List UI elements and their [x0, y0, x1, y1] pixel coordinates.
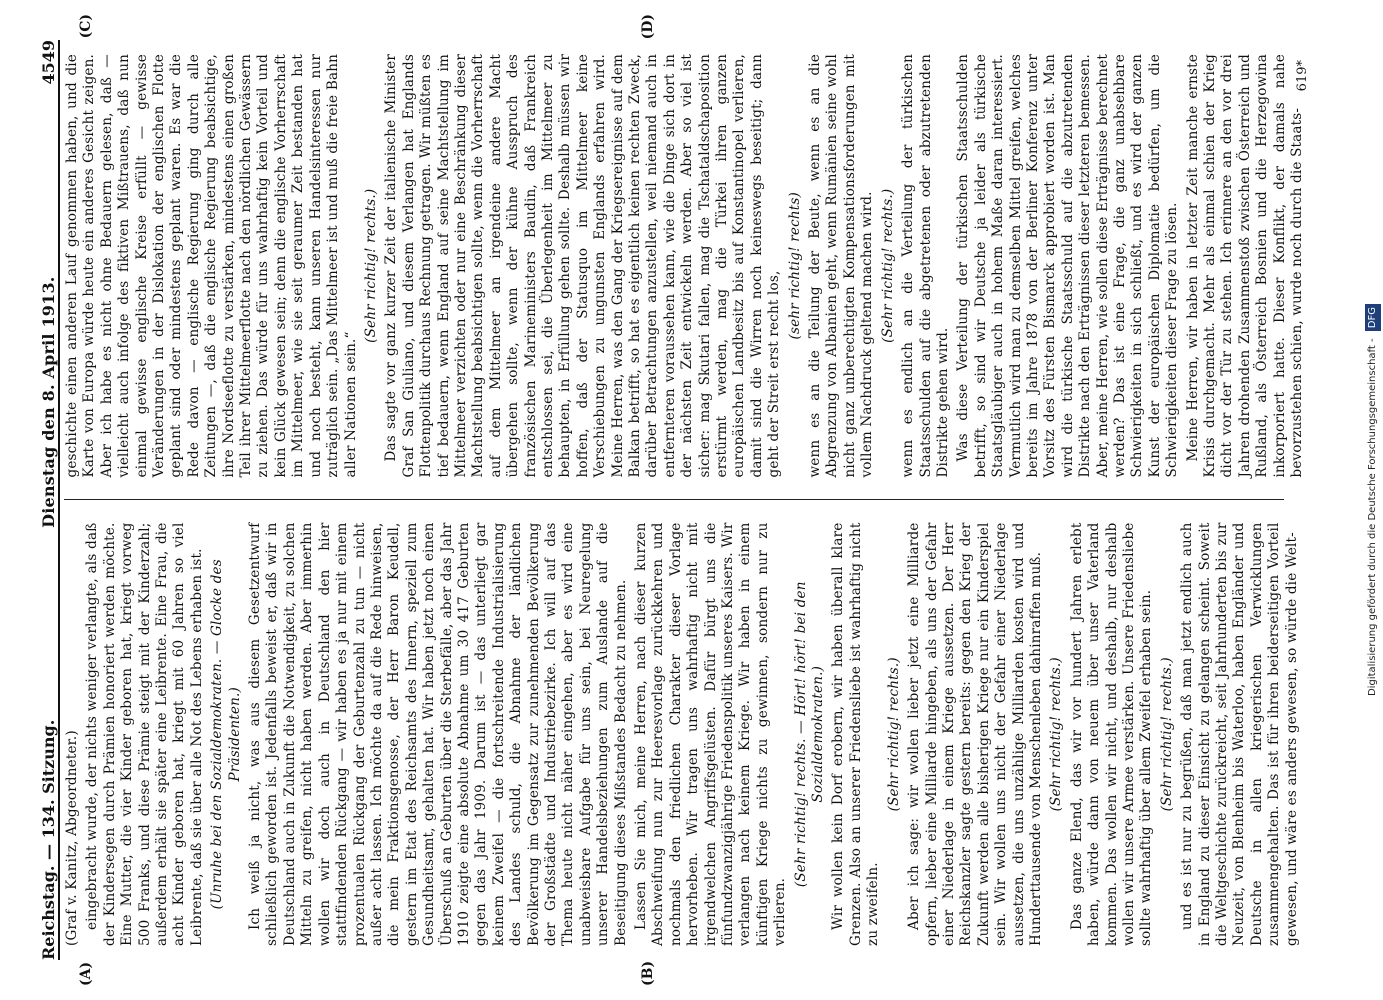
- interjection: (Sehr richtig! rechts.): [1158, 657, 1175, 812]
- digitization-note: [1365, 30, 1381, 970]
- footer-signature: 619*: [1295, 60, 1310, 92]
- interjection: (Sehr richtig! rechts. — Hört! hört! bei den Sozialdemokraten.): [792, 581, 827, 888]
- page-header: [24, 40, 60, 960]
- interjection: (Sehr richtig! rechts.): [885, 657, 902, 812]
- margin-mark-b: (B): [640, 960, 656, 986]
- digitization-text: Digitalisierung gefördert durch die Deutsche Forschungsgemeinschaft -: [1367, 338, 1378, 697]
- paragraph: Was diese Verteilung der türkischen Staatsschulden betrifft, so sind wir Deutsche ja leider als türkische Staatsgläubiger auch in hohem Maße daran interessiert. Vermutlich wird man zu demselben Mittel greifen, welches bereits im Jahre 1878 von der Berliner Konferenz unter Vorsitz des Fürsten Bismarck approbiert worden ist. Man wird die türkische Staatsschuld auf die abzutretenden Distrikte nach den Erträgnissen dieser letzteren bemessen. Aber, meine Herren, wie sollen diese Erträgnisse berechnet werden? Das ist eine Frage, die ganz unabsehbare Schwierigkeiten in sich schließt, und es wird der ganzen Kunst der europäischen Diplomatie bedürfen, um die Schwierigkeiten dieser Frage zu lösen.: [955, 54, 1181, 478]
- left-column: [64, 522, 1300, 947]
- paragraph: Wir wollen kein Dorf erobern, wir haben überall klare Grenzen. Also an unserer Friedensliebe ist wahrhaftig nicht zu zweifeln.: [830, 522, 882, 946]
- column-divider: [64, 500, 1284, 501]
- page-number: 4549: [39, 40, 58, 85]
- margin-mark-d: (D): [640, 14, 656, 40]
- header-left: Reichstag. — 134. Sitzung.: [39, 719, 58, 960]
- paragraph: Meine Herren, wir haben in letzter Zeit manche ernste Krisis durchgemacht. Mehr als einmal schien der Krieg dicht vor der Tür zu stehen. Ich erinnere an den vor drei Jahren drohenden Zusammenstoß zwischen Österreich und Rußland, als Österreich Bosnien und die Herzegowina inkorporiert hatte. Dieser Konflikt, der damals nahe bevorzustehen schien, wurde noch durch die Staats-: [1184, 54, 1306, 478]
- paragraph: Lassen Sie mich, meine Herren, nach dieser kurzen Abschweifung nun zur Heeresvorlage zurückkehren und nochmals den friedlichen Charakter dieser Vorlage hervorheben. Wir tragen uns wahrhaftig nicht mit irgendwelchen Angriffsgelüsten. Dafür bürgt uns die fünfundzwanzigjährige Friedenspolitik unseres Kaisers. Wir verlangen nach keinem Kriege. Wir haben in einem künftigen Kriege nichts zu gewinnen, sondern nur zu verlieren.: [633, 522, 789, 946]
- paragraph: geschichte einen anderen Lauf genommen haben, und die Karte von Europa würde heute ein anderes Gesicht zeigen. Aber ich habe es nicht ohne Bedauern gelesen, daß — vielleicht auch infolge des fiktiven Mißtrauens, daß nun einmal gewisse englische Kreise erfüllt — gewisse Veränderungen in der Dislokation der englischen Flotte geplant sind oder mindestens geplant waren. Es war die Rede davon — englische Regierung ging durch alle Zeitungen —, daß die englische Regierung beabsichtige, ihre Nordseeflotte zu verstärken, mindestens einen großen Teil ihrer Mittelmeerflotte nach den nördlichen Gewässern zu ziehen. Das würde für uns wahrhaftig kein Vorteil und kein Glück gewesen sein; denn die englische Vorherrschaft im Mittelmeer, wie sie seit geraumer Zeit bestanden hat und noch besteht, kann unseren Handelsinteressen nur zuträglich sein. „Das Mittelmeer ist und muß die freie Bahn aller Nationen sein.“: [64, 54, 359, 478]
- margin-mark-c: (C): [78, 14, 94, 39]
- header-date: Dienstag den 8. April 1913.: [39, 276, 58, 528]
- paragraph: (Graf v. Kanitz, Abgeordneter.): [64, 730, 80, 946]
- margin-mark-a: (A): [78, 961, 94, 986]
- interjection: (Unruhe bei den Sozialdemokraten. — Glocke des Präsidenten.): [209, 559, 243, 910]
- paragraph: Ich weiß ja nicht, was aus diesem Gesetzentwurf schließlich geworden ist. Jedenfalls beweist er, daß wir in Deutschland auch in Zukunft die Notwendigkeit, zu solchen Mitteln zu greifen, nicht haben werden. Aber immerhin wollen wir doch auch in Deutschland den hier stattfindenden Rückgang — wir haben es ja nur mit einem prozentualen Rückgang der Geburtenzahl zu tun — nicht außer acht lassen. Ich möchte da auf die Rede hinweisen, die mein Fraktionsgenosse, der Herr Baron Keudell, gestern im Etat des Reichsamts des Innern, speziell zum Gesundheitsamt, gehalten hat. Wir haben jetzt noch einen Überschuß an Geburten über die Sterbefälle, aber das Jahr 1910 zeigte eine absolute Abnahme um 30 417 Geburten gegen das Jahr 1909. Darum ist — das unterliegt gar keinem Zweifel — die fortschreitende Industrialisierung des Landes schuld, die Abnahme der ländlichen Bevölkerung im Gegensatz zur zunehmenden Bevölkerung der Großstädte und Industriebezirke. Ich will auf das Thema heute nicht näher eingehen, aber es wird eine unabweisbare Aufgabe für uns sein, bei Neuregelung unserer Handelsbeziehungen zum Auslande auf die Beseitigung dieses Mißstandes Bedacht zu nehmen.: [247, 522, 629, 946]
- interjection: (Sehr richtig! rechts.): [879, 188, 896, 343]
- paragraph: wenn es endlich an die Verteilung der türkischen Staatsschulden auf die abgetretenen oder abzutretenden Distrikte gehen wird.: [900, 54, 951, 478]
- paragraph: Das sagte vor ganz kurzer Zeit der italienische Minister Graf San Giuliano, und diesem Verlangen hat Englands Flottenpolitik durchaus Rechnung getragen. Wir müßten es tief bedauern, wenn England auf seine Machtstellung im Mittelmeer verzichten oder nur eine Beschränkung dieser Machtstellung beabsichtigen sollte, wenn die Vorherrschaft auf dem Mittelmeer an irgendeine andere Macht übergehen sollte, wenn der kühne Ausspruch des französischen Marineministers Baudin, daß Frankreich entschlossen sei, die Überlegenheit im Mittelmeer zu behaupten, in Erfüllung gehen sollte. Deshalb müssen wir hoffen, daß der Statusquo im Mittelmeer keine Verschiebungen zu ungunsten Englands erfahren wird. Meine Herren, was den Gang der Kriegsereignisse auf dem Balkan betrifft, so hat es eigentlich keinen rechten Zweck, darüber Betrachtungen anzustellen, weil niemand auch in entfernteren voraussehen kann, wie die Dinge sich dort in der nächsten Zeit entwickeln werden. Aber so viel ist sicher: mag Skutari fallen, mag die Tschataldschaposition erstürmt werden, mag die Türkei ihren ganzen europäischen Landbesitz bis auf Konstantinopel verlieren, damit sind die Wirren noch keineswegs beseitigt; dann geht der Streit erst recht los,: [383, 54, 783, 478]
- interjection: (sehr richtig! rechts): [786, 192, 803, 340]
- interjection: (Sehr richtig! rechts.): [1048, 657, 1065, 812]
- paragraph: Aber ich sage: wir wollen lieber jetzt eine Milliarde opfern, lieber eine Milliarde hingeben, als uns der Gefahr einer Niederlage in einem Kriege aussetzen. Der Herr Reichskanzler sagte gestern bereits: gegen den Krieg der Zukunft werden alle bisherigen Kriege nur ein Kinderspiel sein. Wir wollen uns nicht der Gefahr einer Niederlage aussetzen, die uns unzählige Milliarden kosten wird und Hunderttausende von Menschenleben dahinraffen muß.: [906, 522, 1044, 946]
- paragraph: wenn es an die Teilung der Beute, wenn es an die Abgrenzung von Albanien geht, wenn Rumänien seine wohl nicht ganz unberechtigten Kompensationsforderungen mit vollem Nachdruck geltend machen wird.: [807, 54, 876, 478]
- paragraph: und es ist nur zu begrüßen, daß man jetzt endlich auch in England zu dieser Einsicht zu gelangen scheint. Soweit die Weltgeschichte zurückreicht, seit Jahrhunderten bis zur Neuzeit, von Blenheim bis Waterloo, haben Engländer und Deutsche in allen kriegerischen Verwicklungen zusammengehalten. Das ist für ihren beiderseitigen Vorteil gewesen, und wäre es anders gewesen, so würde die Welt-: [1179, 522, 1300, 946]
- interjection: (Sehr richtig! rechts.): [362, 188, 379, 343]
- paragraph: Das ganze Elend, das wir vor hundert Jahren erlebt haben, würde dann von neuem über unser Vaterland kommen. Das wollen wir nicht, und deshalb, nur deshalb wollen wir unsere Armee verstärken. Unsere Friedensliebe sollte wahrhaftig über allem Zweifel erhaben sein.: [1068, 522, 1155, 946]
- paragraph: eingebracht wurde, der nichts weniger verlangte, als daß der Kindersegen durch Prämien honoriert werden möchte. Eine Mutter, die vier Kinder geboren hat, kriegt vorweg 500 Franks, und diese Prämie steigt mit der Kinderzahl; außerdem erhält sie später eine Leibrente. Eine Frau, die acht Kinder geboren hat, kriegt mit 60 Jahren so viel Leibrente, daß sie über alle Not des Lebens erhaben ist.: [84, 522, 205, 946]
- dfg-badge: DFG: [1365, 304, 1381, 331]
